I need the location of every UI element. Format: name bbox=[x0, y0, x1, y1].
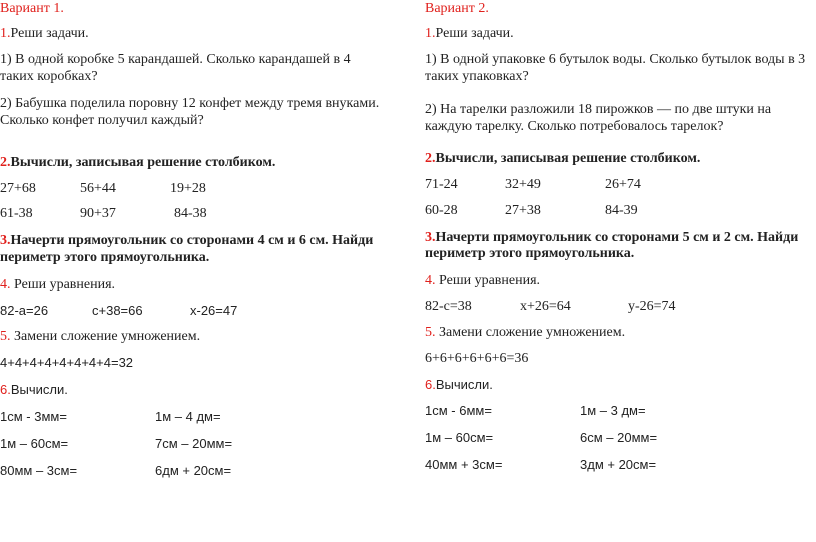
v1-problem1-line2: таких коробках? bbox=[0, 69, 98, 84]
equation: 82-а=26 bbox=[0, 303, 49, 318]
unit-item: 1м – 60см= bbox=[0, 436, 69, 451]
task-text: Начерти прямоугольник со сторонами 4 см и 6 см. Найди bbox=[10, 233, 374, 248]
v2-task6-heading bbox=[425, 377, 493, 393]
v2-task2-heading bbox=[425, 151, 700, 167]
task-number: 4. bbox=[0, 277, 11, 292]
variant-1-title: Вариант 1. bbox=[0, 1, 64, 16]
v1-task4-heading bbox=[0, 277, 115, 293]
task-text: Реши задачи. bbox=[10, 26, 89, 41]
v2-task4-heading bbox=[425, 273, 540, 289]
v1-task3-line2: периметр этого прямоугольника. bbox=[0, 250, 210, 265]
calc-item: 84-38 bbox=[174, 206, 207, 221]
calc-item: 84-39 bbox=[605, 203, 638, 218]
task-number: 1. bbox=[0, 26, 11, 41]
task-text: Вычисли. bbox=[10, 382, 68, 397]
task-number: 2. bbox=[0, 155, 11, 170]
task-text: Вычисли, записывая решение столбиком. bbox=[10, 155, 276, 170]
calc-item: 61-38 bbox=[0, 206, 33, 221]
equation: с+38=66 bbox=[92, 303, 143, 318]
calc-item: 32+49 bbox=[505, 177, 541, 192]
task-text: Реши уравнения. bbox=[435, 273, 541, 288]
unit-item: 7см – 20мм= bbox=[155, 436, 233, 451]
task-text: Замени сложение умножением. bbox=[10, 329, 201, 344]
v1-problem2-line1: 2) Бабушка поделила поровну 12 конфет между тремя внуками. bbox=[0, 96, 380, 111]
task-number: 1. bbox=[425, 26, 436, 41]
equation: х+26=64 bbox=[520, 299, 571, 314]
task-number: 6. bbox=[425, 377, 436, 392]
equation: у-26=74 bbox=[628, 299, 676, 314]
v2-problem2-line1: 2) На тарелки разложили 18 пирожков — по две штуки на bbox=[425, 102, 772, 117]
unit-item: 1см - 3мм= bbox=[0, 409, 67, 424]
v1-task3-line1 bbox=[0, 233, 373, 249]
v2-task1-heading bbox=[425, 26, 514, 42]
v1-problem2-line2: Сколько конфет получил каждый? bbox=[0, 113, 204, 128]
equation: 82-с=38 bbox=[425, 299, 472, 314]
equation: х-26=47 bbox=[190, 303, 238, 318]
task-number: 3. bbox=[0, 233, 11, 248]
unit-item: 1м – 60см= bbox=[425, 430, 494, 445]
task-text: Вычисли, записывая решение столбиком. bbox=[435, 151, 701, 166]
v2-problem1-line1: 1) В одной упаковке 6 бутылок воды. Сколько бутылок воды в 3 bbox=[425, 52, 806, 67]
calc-item: 60-28 bbox=[425, 203, 458, 218]
task-text: Реши уравнения. bbox=[10, 277, 116, 292]
unit-item: 40мм + 3см= bbox=[425, 457, 503, 472]
calc-item: 19+28 bbox=[170, 181, 206, 196]
unit-item: 6дм + 20см= bbox=[155, 463, 232, 478]
v1-task1-heading bbox=[0, 26, 89, 42]
task-number: 4. bbox=[425, 273, 436, 288]
task-text: Реши задачи. bbox=[435, 26, 514, 41]
v1-task6-heading bbox=[0, 382, 68, 398]
task-text: Вычисли. bbox=[435, 377, 493, 392]
v2-problem1-line2: таких упаковках? bbox=[425, 69, 529, 84]
v2-task5-heading bbox=[425, 325, 625, 341]
task-text: Начерти прямоугольник со сторонами 5 см и 2 см. Найди bbox=[435, 230, 799, 245]
v2-task3-line2: периметр этого прямоугольника. bbox=[425, 246, 635, 261]
calc-item: 27+38 bbox=[505, 203, 541, 218]
task-number: 5. bbox=[425, 325, 436, 340]
v1-task2-heading bbox=[0, 155, 275, 171]
v2-task3-line1 bbox=[425, 230, 798, 246]
unit-item: 6см – 20мм= bbox=[580, 430, 658, 445]
unit-item: 1м – 3 дм= bbox=[580, 403, 646, 418]
task-number: 6. bbox=[0, 382, 11, 397]
v1-problem1-line1: 1) В одной коробке 5 карандашей. Сколько карандашей в 4 bbox=[0, 52, 351, 67]
v2-sum: 6+6+6+6+6+6=36 bbox=[425, 351, 529, 366]
task-number: 2. bbox=[425, 151, 436, 166]
task-number: 3. bbox=[425, 230, 436, 245]
calc-item: 56+44 bbox=[80, 181, 116, 196]
unit-item: 1м – 4 дм= bbox=[155, 409, 221, 424]
task-text: Замени сложение умножением. bbox=[435, 325, 626, 340]
calc-item: 90+37 bbox=[80, 206, 116, 221]
v1-sum: 4+4+4+4+4+4+4+4=32 bbox=[0, 355, 134, 370]
task-number: 5. bbox=[0, 329, 11, 344]
v2-problem2-line2: каждую тарелку. Сколько потребовалось тарелок? bbox=[425, 119, 724, 134]
calc-item: 71-24 bbox=[425, 177, 458, 192]
v1-task5-heading bbox=[0, 329, 200, 345]
variant-2-title: Вариант 2. bbox=[425, 1, 489, 16]
unit-item: 80мм – 3см= bbox=[0, 463, 78, 478]
calc-item: 26+74 bbox=[605, 177, 641, 192]
calc-item: 27+68 bbox=[0, 181, 36, 196]
unit-item: 1см - 6мм= bbox=[425, 403, 492, 418]
unit-item: 3дм + 20см= bbox=[580, 457, 657, 472]
